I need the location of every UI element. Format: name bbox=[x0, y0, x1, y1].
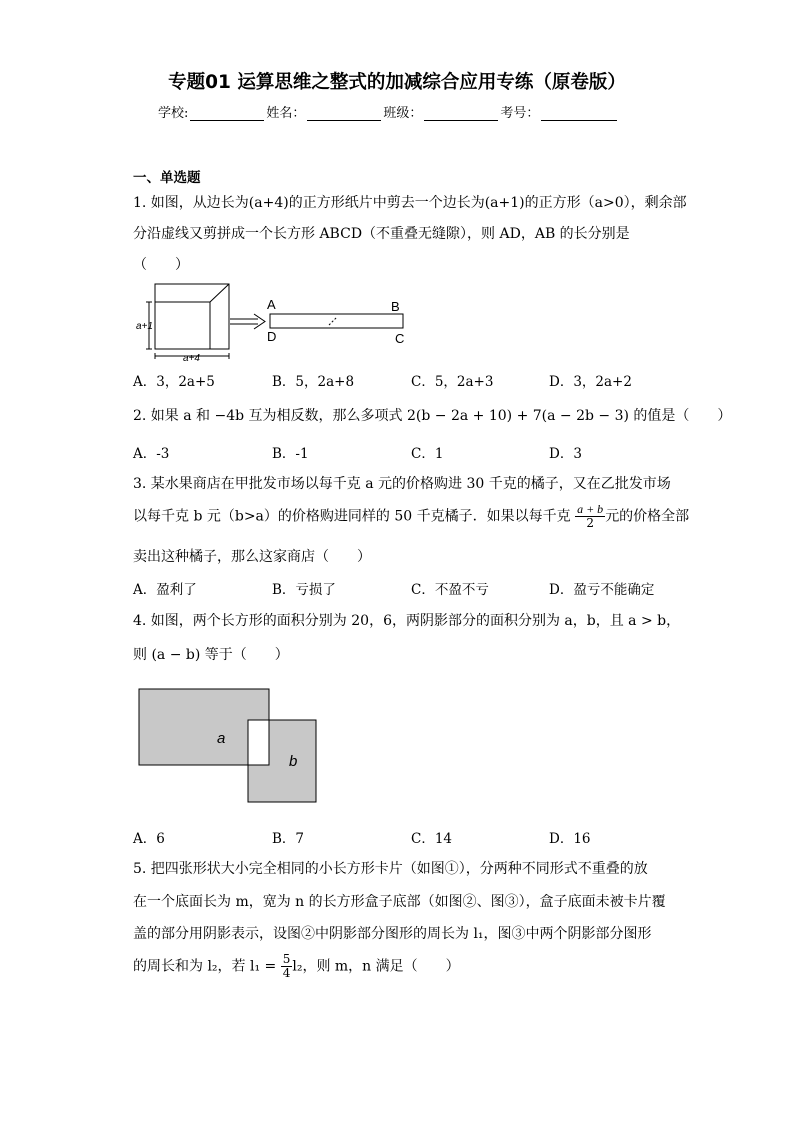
q3-line2 bbox=[133, 503, 689, 530]
number-blank[interactable] bbox=[541, 106, 617, 121]
q4-option-c[interactable]: C．14 bbox=[411, 831, 453, 847]
q3-frac-den: 2 bbox=[586, 516, 594, 530]
q3-frac-num: a + b bbox=[577, 502, 604, 516]
q1-option-b[interactable]: B．5，2a+8 bbox=[272, 374, 355, 390]
q4-line2: 则 (a − b) 等于（ ） bbox=[133, 647, 289, 663]
q3-line3: 卖出这种橘子，那么这家商店（ ） bbox=[133, 549, 371, 565]
name-blank[interactable] bbox=[307, 106, 381, 121]
shade-label-a: a bbox=[217, 730, 226, 747]
q4-option-d[interactable]: D．16 bbox=[549, 831, 591, 847]
overlap-region bbox=[248, 720, 269, 765]
q2-option-b[interactable]: B．-1 bbox=[272, 446, 309, 462]
q5-line4-post: l₂，则 m，n 满足（ ） bbox=[292, 958, 460, 975]
student-info-line bbox=[158, 102, 619, 121]
section-title: 一、单选题 bbox=[133, 170, 201, 186]
q4-option-a[interactable]: A．6 bbox=[133, 831, 165, 847]
number-label: 考号： bbox=[500, 106, 540, 121]
school-label: 学校: bbox=[158, 106, 189, 121]
q3-option-b[interactable]: B．亏损了 bbox=[272, 582, 336, 598]
q3-line1: 3. 某水果商店在甲批发市场以每千克 a 元的价格购进 30 千克的橘子，又在乙批发市场 bbox=[133, 476, 671, 492]
inner-square bbox=[155, 302, 210, 349]
q2-line1: 2. 如果 a 和 −4b 互为相反数，那么多项式 2(b − 2a + 10) + 7(a − 2b − 3) 的值是（ ） bbox=[133, 408, 732, 424]
name-label: 姓名： bbox=[266, 106, 306, 121]
dashed-line bbox=[329, 317, 337, 325]
q5-line3: 盖的部分用阴影表示，设图②中阴影部分图形的周长为 l₁，图③中两个阴影部分图形 bbox=[133, 926, 652, 942]
q4-figure bbox=[138, 688, 320, 806]
rectangle-abcd bbox=[270, 314, 403, 328]
q5-line4 bbox=[133, 953, 460, 980]
outer-square bbox=[155, 284, 229, 349]
q1-figure bbox=[133, 278, 423, 363]
class-blank[interactable] bbox=[424, 106, 498, 121]
q2-option-d[interactable]: D．3 bbox=[549, 446, 582, 462]
fig-side-label: a+1 bbox=[136, 321, 153, 332]
fig-bottom-label: a+4 bbox=[183, 353, 200, 363]
q3-line2-pre: 以每千克 b 元（b>a）的价格购进同样的 50 千克橘子．如果以每千克 bbox=[133, 508, 571, 525]
q5-line2: 在一个底面长为 m，宽为 n 的长方形盒子底部（如图②、图③），盒子底面未被卡片覆 bbox=[133, 894, 666, 910]
q5-line4-pre: 的周长和为 l₂，若 l₁ = bbox=[133, 958, 277, 975]
shade-label-b: b bbox=[289, 753, 298, 770]
q4-option-b[interactable]: B．7 bbox=[272, 831, 305, 847]
fig-label-a: A bbox=[267, 297, 276, 312]
q2-option-c[interactable]: C．1 bbox=[411, 446, 444, 462]
q3-line2-post: 元的价格全部 bbox=[605, 508, 690, 525]
q1-line2: 分沿虚线又剪拼成一个长方形 ABCD（不重叠无缝隙），则 AD，AB 的长分别是 bbox=[133, 226, 630, 242]
q1-line3: （ ） bbox=[133, 257, 189, 273]
q5-frac-den: 4 bbox=[282, 966, 291, 980]
school-blank[interactable] bbox=[190, 106, 264, 121]
q1-option-a[interactable]: A．3，2a+5 bbox=[133, 374, 215, 390]
q5-fraction bbox=[281, 953, 293, 980]
page-title: 专题01 运算思维之整式的加减综合应用专练（原卷版） bbox=[168, 72, 626, 93]
q3-option-d[interactable]: D．盈亏不能确定 bbox=[549, 582, 655, 598]
q1-option-d[interactable]: D．3，2a+2 bbox=[549, 374, 632, 390]
q2-option-a[interactable]: A．-3 bbox=[133, 446, 170, 462]
fig-label-c: C bbox=[395, 331, 405, 346]
q5-frac-num: 5 bbox=[282, 952, 291, 966]
fig-label-d: D bbox=[267, 329, 277, 344]
fig-label-b: B bbox=[391, 299, 400, 314]
class-label: 班级： bbox=[383, 106, 423, 121]
dashed-cut-line bbox=[210, 284, 229, 302]
q1-option-c[interactable]: C．5，2a+3 bbox=[411, 374, 494, 390]
q3-fraction bbox=[575, 503, 605, 530]
q5-line1: 5. 把四张形状大小完全相同的小长方形卡片（如图①），分两种不同形式不重叠的放 bbox=[133, 861, 648, 877]
q3-option-a[interactable]: A．盈利了 bbox=[133, 582, 197, 598]
q1-line1: 1. 如图，从边长为(a+4)的正方形纸片中剪去一个边长为(a+1)的正方形（a>0），剩余部 bbox=[133, 195, 687, 211]
q3-option-c[interactable]: C．不盈不亏 bbox=[411, 582, 489, 598]
q4-line1: 4. 如图，两个长方形的面积分别为 20，6，两阴影部分的面积分别为 a，b，且 a > b， bbox=[133, 613, 681, 629]
